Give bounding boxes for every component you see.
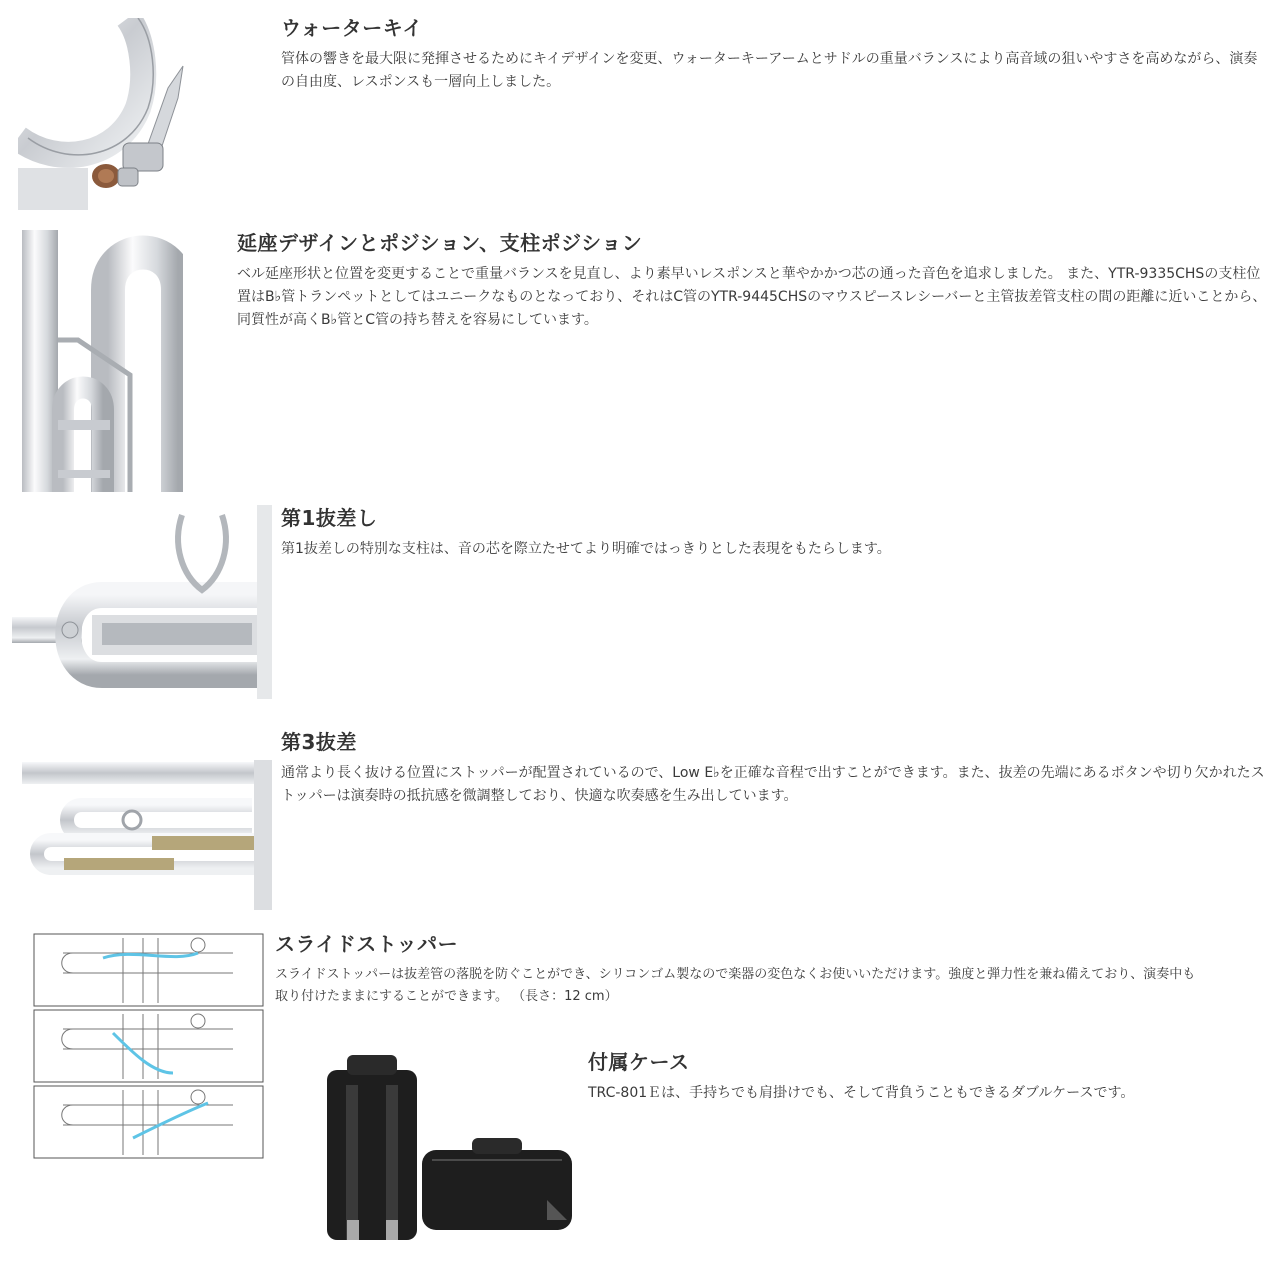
section-title: 第3抜差 bbox=[281, 730, 357, 754]
trumpet-bell-brace-icon bbox=[18, 230, 183, 492]
section-description: TRC-801Ｅは、手持ちでも肩掛けでも、そして背負うこともできるダブルケースです。 bbox=[588, 1085, 1135, 1101]
section-title: 付属ケース bbox=[588, 1050, 690, 1074]
trumpet-first-slide-icon bbox=[12, 505, 272, 699]
section-description: 第1抜差しの特別な支柱は、音の芯を際立たせてより明確ではっきりとした表現をもたらします。 bbox=[281, 541, 891, 557]
trumpet-third-slide-icon bbox=[22, 740, 272, 910]
section-description: 通常より長く抜ける位置にストッパーが配置されているので、Low E♭を正確な音程で出すことができます。また、抜差の先端にあるボタンや切り欠かれたストッパーは演奏時の抵抗感を微調整しており、快適な吹奏感を生み出しています。 bbox=[281, 765, 1265, 804]
section-title: ウォーターキイ bbox=[281, 16, 423, 40]
section-title: 延座デザインとポジション、支柱ポジション bbox=[237, 231, 643, 255]
trumpet-water-key-icon bbox=[18, 18, 198, 210]
section-description: 管体の響きを最大限に発揮させるためにキイデザインを変更、ウォーターキーアームとサドルの重量バランスにより高音域の狙いやすさを高めながら、演奏の自由度、レスポンスも一層向上しました。 bbox=[281, 51, 1258, 90]
section-description: スライドストッパーは抜差管の落脱を防ぐことができ、シリコンゴム製なので楽器の変色なくお使いいただけます。強度と弾力性を兼ね備えており、演奏中も取り付けたままにすることができます。 （長さ：12 cm） bbox=[275, 967, 1196, 1004]
section-title: スライドストッパー bbox=[275, 932, 459, 956]
slide-stopper-diagram-icon bbox=[33, 933, 264, 1161]
trumpet-case-icon bbox=[322, 1050, 578, 1250]
section-description: ベル延座形状と位置を変更することで重量バランスを見直し、より素早いレスポンスと華やかかつ芯の通った音色を追求しました。 また、YTR-9335CHSの支柱位置はB♭管トランペットとしてはユニークなものとなっており、それはC管のYTR-9445CHSのマウスピースレシーバーと主管抜差管支柱の間の距離に近いことから、同質性が高くB♭管とC管の持ち替えを容易にしています。 bbox=[237, 266, 1267, 328]
section-title: 第1抜差し bbox=[281, 506, 378, 530]
